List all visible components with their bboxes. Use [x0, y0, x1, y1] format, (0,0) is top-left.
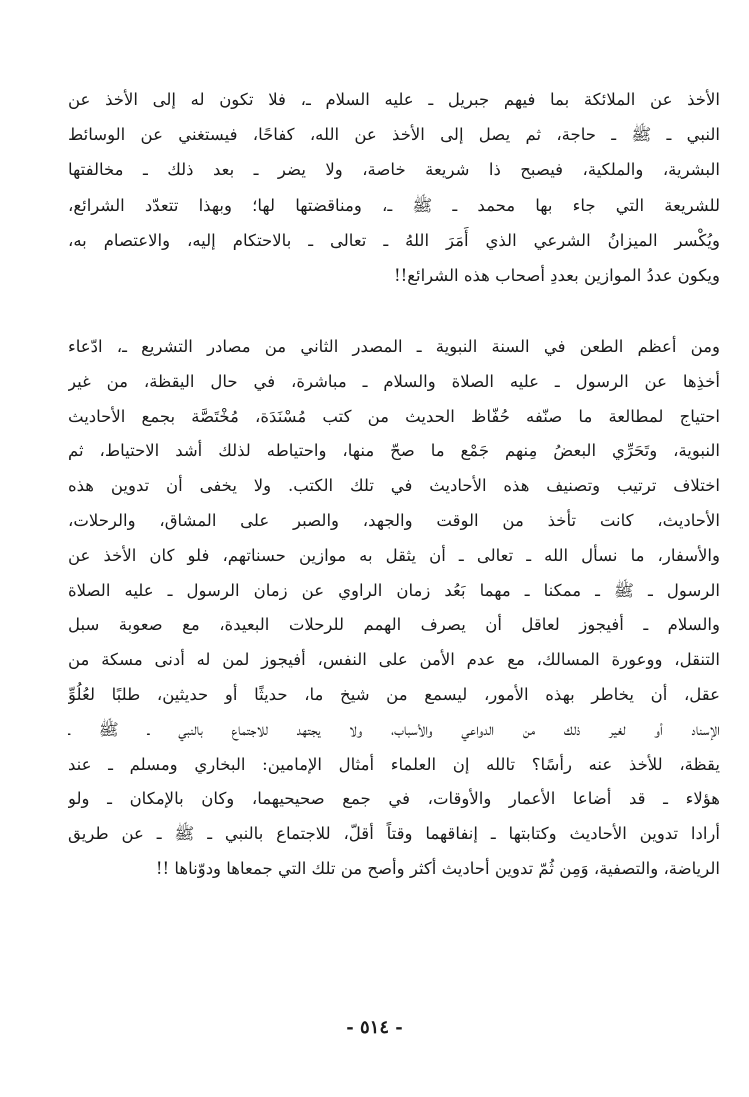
text-line: ومن أعظم الطعن في السنة النبوية ـ المصدر الثاني من مصادر التشريع ـ، ادّعاء: [68, 337, 720, 356]
text-line: الأحاديث، كانت تأخذ من الوقت والجهد، والصبر على المشاق، والرحلات،: [68, 510, 720, 530]
text-line: يقظة، للأخذ عنه رأسًا؟ تالله إن العلماء أمثال الإمامين: البخاري ومسلم ـ عند: [68, 754, 720, 774]
text-line: احتياج لمطالعة ما صنّفه حُفّاظ الحديث من كتب مُسْنَدَة، مُخْتَصَّة بجمع الأحاديث: [68, 406, 720, 426]
text-line: الأخذ عن الملائكة بما فيهم جبريل ـ عليه السلام ـ، فلا تكون له إلى الأخذ عن: [68, 90, 720, 109]
text-line: هؤلاء ـ قد أضاعا الأعمار والأوقات، في جمع صحيحيهما، وكان بالإمكان ـ ولو: [68, 789, 720, 809]
page-number: - ٥١٤ -: [346, 1017, 403, 1038]
text-line: النبي ـ ﷺ ـ حاجة، ثم يصل إلى الأخذ عن الله، كفاحًا، فيستغني عن الوسائط: [68, 125, 720, 145]
text-line: للشريعة التي جاء بها محمد ـ ﷺ ـ، ومناقضتها لها؛ وبهذا تتعدّد الشرائع،: [68, 195, 720, 215]
text-line: اختلاف ترتيب وتصنيف هذه الأحاديث في تلك الكتب. ولا يخفى أن تدوين هذه: [68, 476, 720, 496]
text-line: عقل، أن يخاطر بهذه الأمور، ليسمع من شيخ ما، حديثًا أو حديثين، طلبًا لعُلُوِّ: [68, 684, 720, 704]
text-line: الرسول ـ ﷺ ـ ممكنا ـ مهما بَعُد زمان الراوي عن زمان الرسول ـ عليه الصلاة: [68, 580, 720, 600]
text-line: أخذِها عن الرسول ـ عليه الصلاة والسلام ـ مباشرة، في حال اليقظة، من غير: [68, 371, 720, 391]
text-line: البشرية، والملكية، فيصبح ذا شريعة خاصة، ولا يضر ـ بعد ذلك ـ مخالفتها: [68, 160, 720, 180]
text-line: النبوية، وتَحَرِّي البعضُ مِنهم جَمْع ما صحّ منها، واحتياطه لذلك أشد الاحتياط، ثم: [68, 441, 720, 461]
paragraph-2: [68, 330, 720, 887]
text-line: الإسناد أو لغير ذلك من الدواعي والأسباب، ولا يجتهد للاجتماع بالنبي ـ ﷺ ـ: [68, 719, 720, 739]
text-line: والسلام ـ أفيجوز لعاقل أن يصرف الهمم للرحلات البعيدة، مع صعوبة سبل: [68, 615, 720, 635]
paragraph-1: [68, 82, 720, 293]
text-line: ويكون عددُ الموازين بعددِ أصحاب هذه الشرائع!!: [393, 265, 720, 285]
text-line: والأسفار، ما نسأل الله ـ تعالى ـ أن يثقل به موازين حسناتهم، فلو كان الأخذ عن: [68, 545, 720, 565]
text-line: أرادا تدوين الأحاديث وكتابتها ـ إنفاقهما وقتاً أقلّ، للاجتماع بالنبي ـ ﷺ ـ عن طريق: [68, 824, 720, 844]
text-line: الرياضة، والتصفية، وَمِن ثُمّ تدوين أحاديث أكثر وأصح من تلك التي جمعاها ودوّناها !!: [155, 858, 720, 878]
text-line: ويُكْسر الميزانُ الشرعي الذي أَمَرَ اللهُ ـ تعالى ـ بالاحتكام إليه، والاعتصام به،: [68, 230, 720, 250]
text-line: التنقل، ووعورة المسالك، مع عدم الأمن على النفس، أفيجوز لمن له أدنى مسكة من: [68, 650, 720, 670]
